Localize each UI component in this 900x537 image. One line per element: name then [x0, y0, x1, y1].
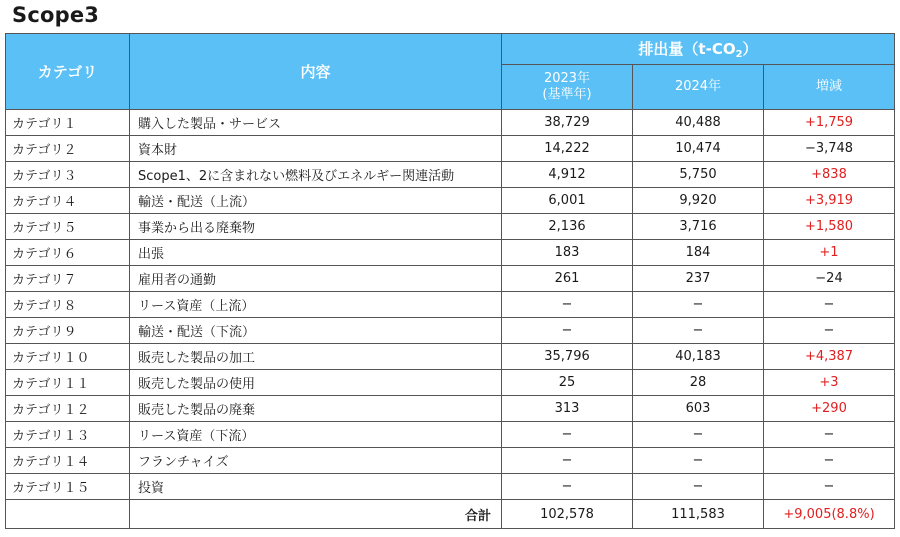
cell-category: カテゴリ４ [6, 188, 130, 214]
header-emissions-subscript: 2 [735, 49, 743, 60]
cell-change: − [764, 448, 895, 474]
cell-category: カテゴリ１ [6, 110, 130, 136]
header-emissions [502, 34, 895, 65]
table-row [6, 422, 895, 448]
cell-category: カテゴリ２ [6, 136, 130, 162]
cell-2023: − [502, 474, 633, 500]
cell-2023: 261 [502, 266, 633, 292]
table-row [6, 214, 895, 240]
cell-2024: − [633, 448, 764, 474]
cell-change: +290 [764, 396, 895, 422]
cell-category: カテゴリ１４ [6, 448, 130, 474]
cell-change: − [764, 318, 895, 344]
cell-2023: − [502, 448, 633, 474]
header-emissions-main: 排出量（t-CO [638, 40, 736, 58]
cell-2024: 184 [633, 240, 764, 266]
cell-2024: − [633, 422, 764, 448]
cell-category: カテゴリ１１ [6, 370, 130, 396]
cell-content: 雇用者の通勤 [130, 266, 502, 292]
header-2023-base: (基準年) [542, 87, 592, 102]
cell-change: − [764, 474, 895, 500]
cell-2023: 25 [502, 370, 633, 396]
cell-category: カテゴリ１０ [6, 344, 130, 370]
cell-change: +3 [764, 370, 895, 396]
table-row [6, 266, 895, 292]
cell-change: +3,919 [764, 188, 895, 214]
cell-change: +4,387 [764, 344, 895, 370]
cell-2024: − [633, 318, 764, 344]
cell-change: − [764, 292, 895, 318]
cell-content: 販売した製品の使用 [130, 370, 502, 396]
cell-2024: 5,750 [633, 162, 764, 188]
table-row [6, 448, 895, 474]
cell-2023: 6,001 [502, 188, 633, 214]
cell-category: カテゴリ９ [6, 318, 130, 344]
cell-2023: − [502, 292, 633, 318]
cell-2023: 4,912 [502, 162, 633, 188]
header-2023 [502, 65, 633, 110]
cell-2024: 237 [633, 266, 764, 292]
cell-content: フランチャイズ [130, 448, 502, 474]
header-change: 増減 [764, 65, 895, 110]
table-row [6, 370, 895, 396]
cell-2024: 10,474 [633, 136, 764, 162]
cell-category: カテゴリ１２ [6, 396, 130, 422]
cell-content: 販売した製品の加工 [130, 344, 502, 370]
cell-change: −24 [764, 266, 895, 292]
total-2023: 102,578 [502, 500, 633, 529]
cell-2024: 9,920 [633, 188, 764, 214]
header-2023-year: 2023年 [543, 71, 591, 86]
scope3-table [5, 33, 895, 529]
table-row [6, 188, 895, 214]
cell-2024: 28 [633, 370, 764, 396]
cell-content: 販売した製品の廃棄 [130, 396, 502, 422]
cell-content: リース資産（上流） [130, 292, 502, 318]
cell-content: Scope1、2に含まれない燃料及びエネルギー関連活動 [130, 162, 502, 188]
table-row [6, 318, 895, 344]
table-body [6, 110, 895, 529]
cell-2023: − [502, 422, 633, 448]
cell-2023: 14,222 [502, 136, 633, 162]
table-row [6, 110, 895, 136]
cell-content: 投資 [130, 474, 502, 500]
cell-category: カテゴリ３ [6, 162, 130, 188]
table-row [6, 136, 895, 162]
cell-category: カテゴリ１３ [6, 422, 130, 448]
cell-2024: 40,183 [633, 344, 764, 370]
total-2024: 111,583 [633, 500, 764, 529]
total-row [6, 500, 895, 529]
cell-change: +1,759 [764, 110, 895, 136]
cell-2023: 313 [502, 396, 633, 422]
cell-2023: 183 [502, 240, 633, 266]
table-row [6, 474, 895, 500]
total-empty-cell [6, 500, 130, 529]
cell-change: +1 [764, 240, 895, 266]
cell-category: カテゴリ６ [6, 240, 130, 266]
cell-2023: 2,136 [502, 214, 633, 240]
cell-change: +1,580 [764, 214, 895, 240]
cell-change: −3,748 [764, 136, 895, 162]
cell-2023: − [502, 318, 633, 344]
cell-2024: − [633, 474, 764, 500]
cell-category: カテゴリ７ [6, 266, 130, 292]
cell-2024: 40,488 [633, 110, 764, 136]
header-category: カテゴリ [6, 34, 130, 110]
cell-category: カテゴリ５ [6, 214, 130, 240]
cell-content: 輸送・配送（上流） [130, 188, 502, 214]
cell-content: 出張 [130, 240, 502, 266]
total-change: +9,005(8.8%) [764, 500, 895, 529]
cell-content: 輸送・配送（下流） [130, 318, 502, 344]
cell-2024: 3,716 [633, 214, 764, 240]
total-label: 合計 [130, 500, 502, 529]
page-title: Scope3 [12, 3, 100, 27]
table-row [6, 344, 895, 370]
cell-2024: 603 [633, 396, 764, 422]
cell-content: リース資産（下流） [130, 422, 502, 448]
table-row [6, 396, 895, 422]
header-2024: 2024年 [633, 65, 764, 110]
cell-change: +838 [764, 162, 895, 188]
table-row [6, 292, 895, 318]
cell-content: 事業から出る廃棄物 [130, 214, 502, 240]
cell-2024: − [633, 292, 764, 318]
cell-2023: 38,729 [502, 110, 633, 136]
header-emissions-close: ） [742, 40, 758, 58]
cell-content: 購入した製品・サービス [130, 110, 502, 136]
cell-content: 資本財 [130, 136, 502, 162]
table-row [6, 240, 895, 266]
cell-category: カテゴリ１５ [6, 474, 130, 500]
header-content: 内容 [130, 34, 502, 110]
cell-category: カテゴリ８ [6, 292, 130, 318]
cell-change: − [764, 422, 895, 448]
cell-2023: 35,796 [502, 344, 633, 370]
table-row [6, 162, 895, 188]
